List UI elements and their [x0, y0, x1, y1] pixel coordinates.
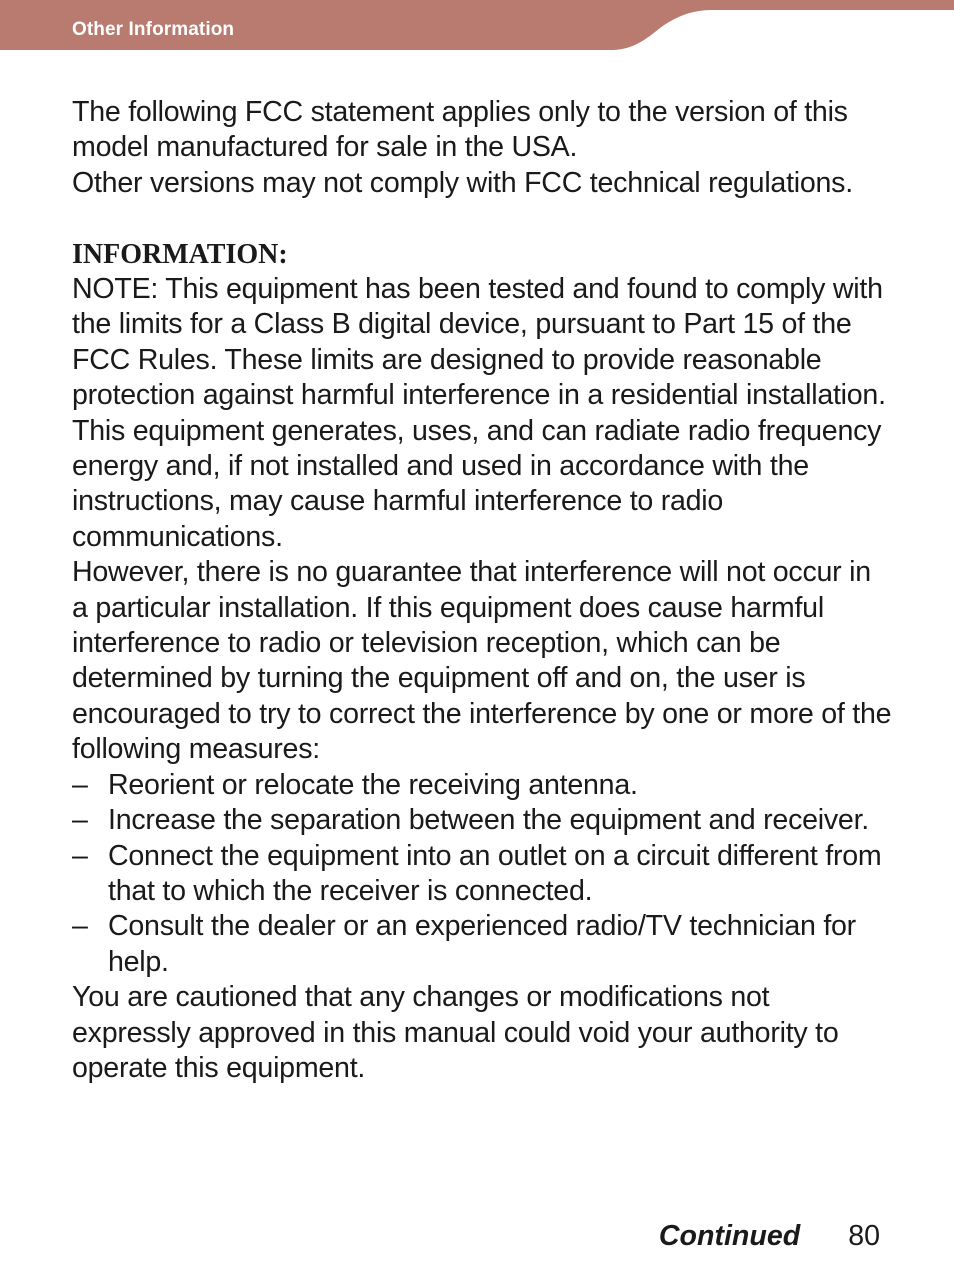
information-heading: INFORMATION: — [72, 238, 288, 270]
page-footer — [659, 1218, 880, 1254]
list-item — [72, 768, 892, 803]
measures-list — [72, 768, 892, 980]
list-item — [72, 909, 892, 980]
continued-link[interactable]: Continued — [658, 1220, 801, 1252]
intro-paragraph-2: Other versions may not comply with FCC technical regulations. — [72, 166, 853, 199]
list-item-text: Consult the dealer or an experienced radio/TV technician for help. — [108, 910, 856, 978]
list-dash: – — [72, 804, 88, 837]
list-dash: – — [72, 839, 88, 872]
list-item — [72, 803, 892, 838]
spacer — [72, 201, 892, 236]
list-item-text: Reorient or relocate the receiving antenna. — [108, 768, 638, 801]
list-dash: – — [72, 910, 88, 943]
however-paragraph: However, there is no guarantee that interference will not occur in a particular installation. If this equipment does cause harmful interference to radio or television reception, which can be determined by turning the equipment off and on, the user is encouraged to try to correct the interference by one or more of the following measures: — [72, 556, 892, 766]
list-dash: – — [72, 768, 88, 801]
section-title: Other Information — [72, 19, 235, 40]
list-item-text: Connect the equipment into an outlet on a circuit different from that to which the receiver is connected. — [108, 839, 882, 907]
list-item — [72, 839, 892, 910]
list-item-text: Increase the separation between the equipment and receiver. — [108, 804, 869, 837]
note-paragraph: NOTE: This equipment has been tested and found to comply with the limits for a Class B digital device, pursuant to Part 15 of the FCC Rules. These limits are designed to provide reasonable protection against harmful interference in a residential installation. This equipment generates, uses, and can radiate radio frequency energy and, if not installed and used in accordance with the instructions, may cause harmful interference to radio communications. — [72, 273, 886, 553]
header-band — [0, 0, 954, 50]
page-content — [72, 95, 892, 1086]
page-number: 80 — [848, 1220, 880, 1252]
intro-paragraph: The following FCC statement applies only to the version of this model manufactured for sale in the USA. — [72, 96, 848, 164]
caution-paragraph: You are cautioned that any changes or modifications not expressly approved in this manual could void your authority to operate this equipment. — [72, 981, 839, 1084]
